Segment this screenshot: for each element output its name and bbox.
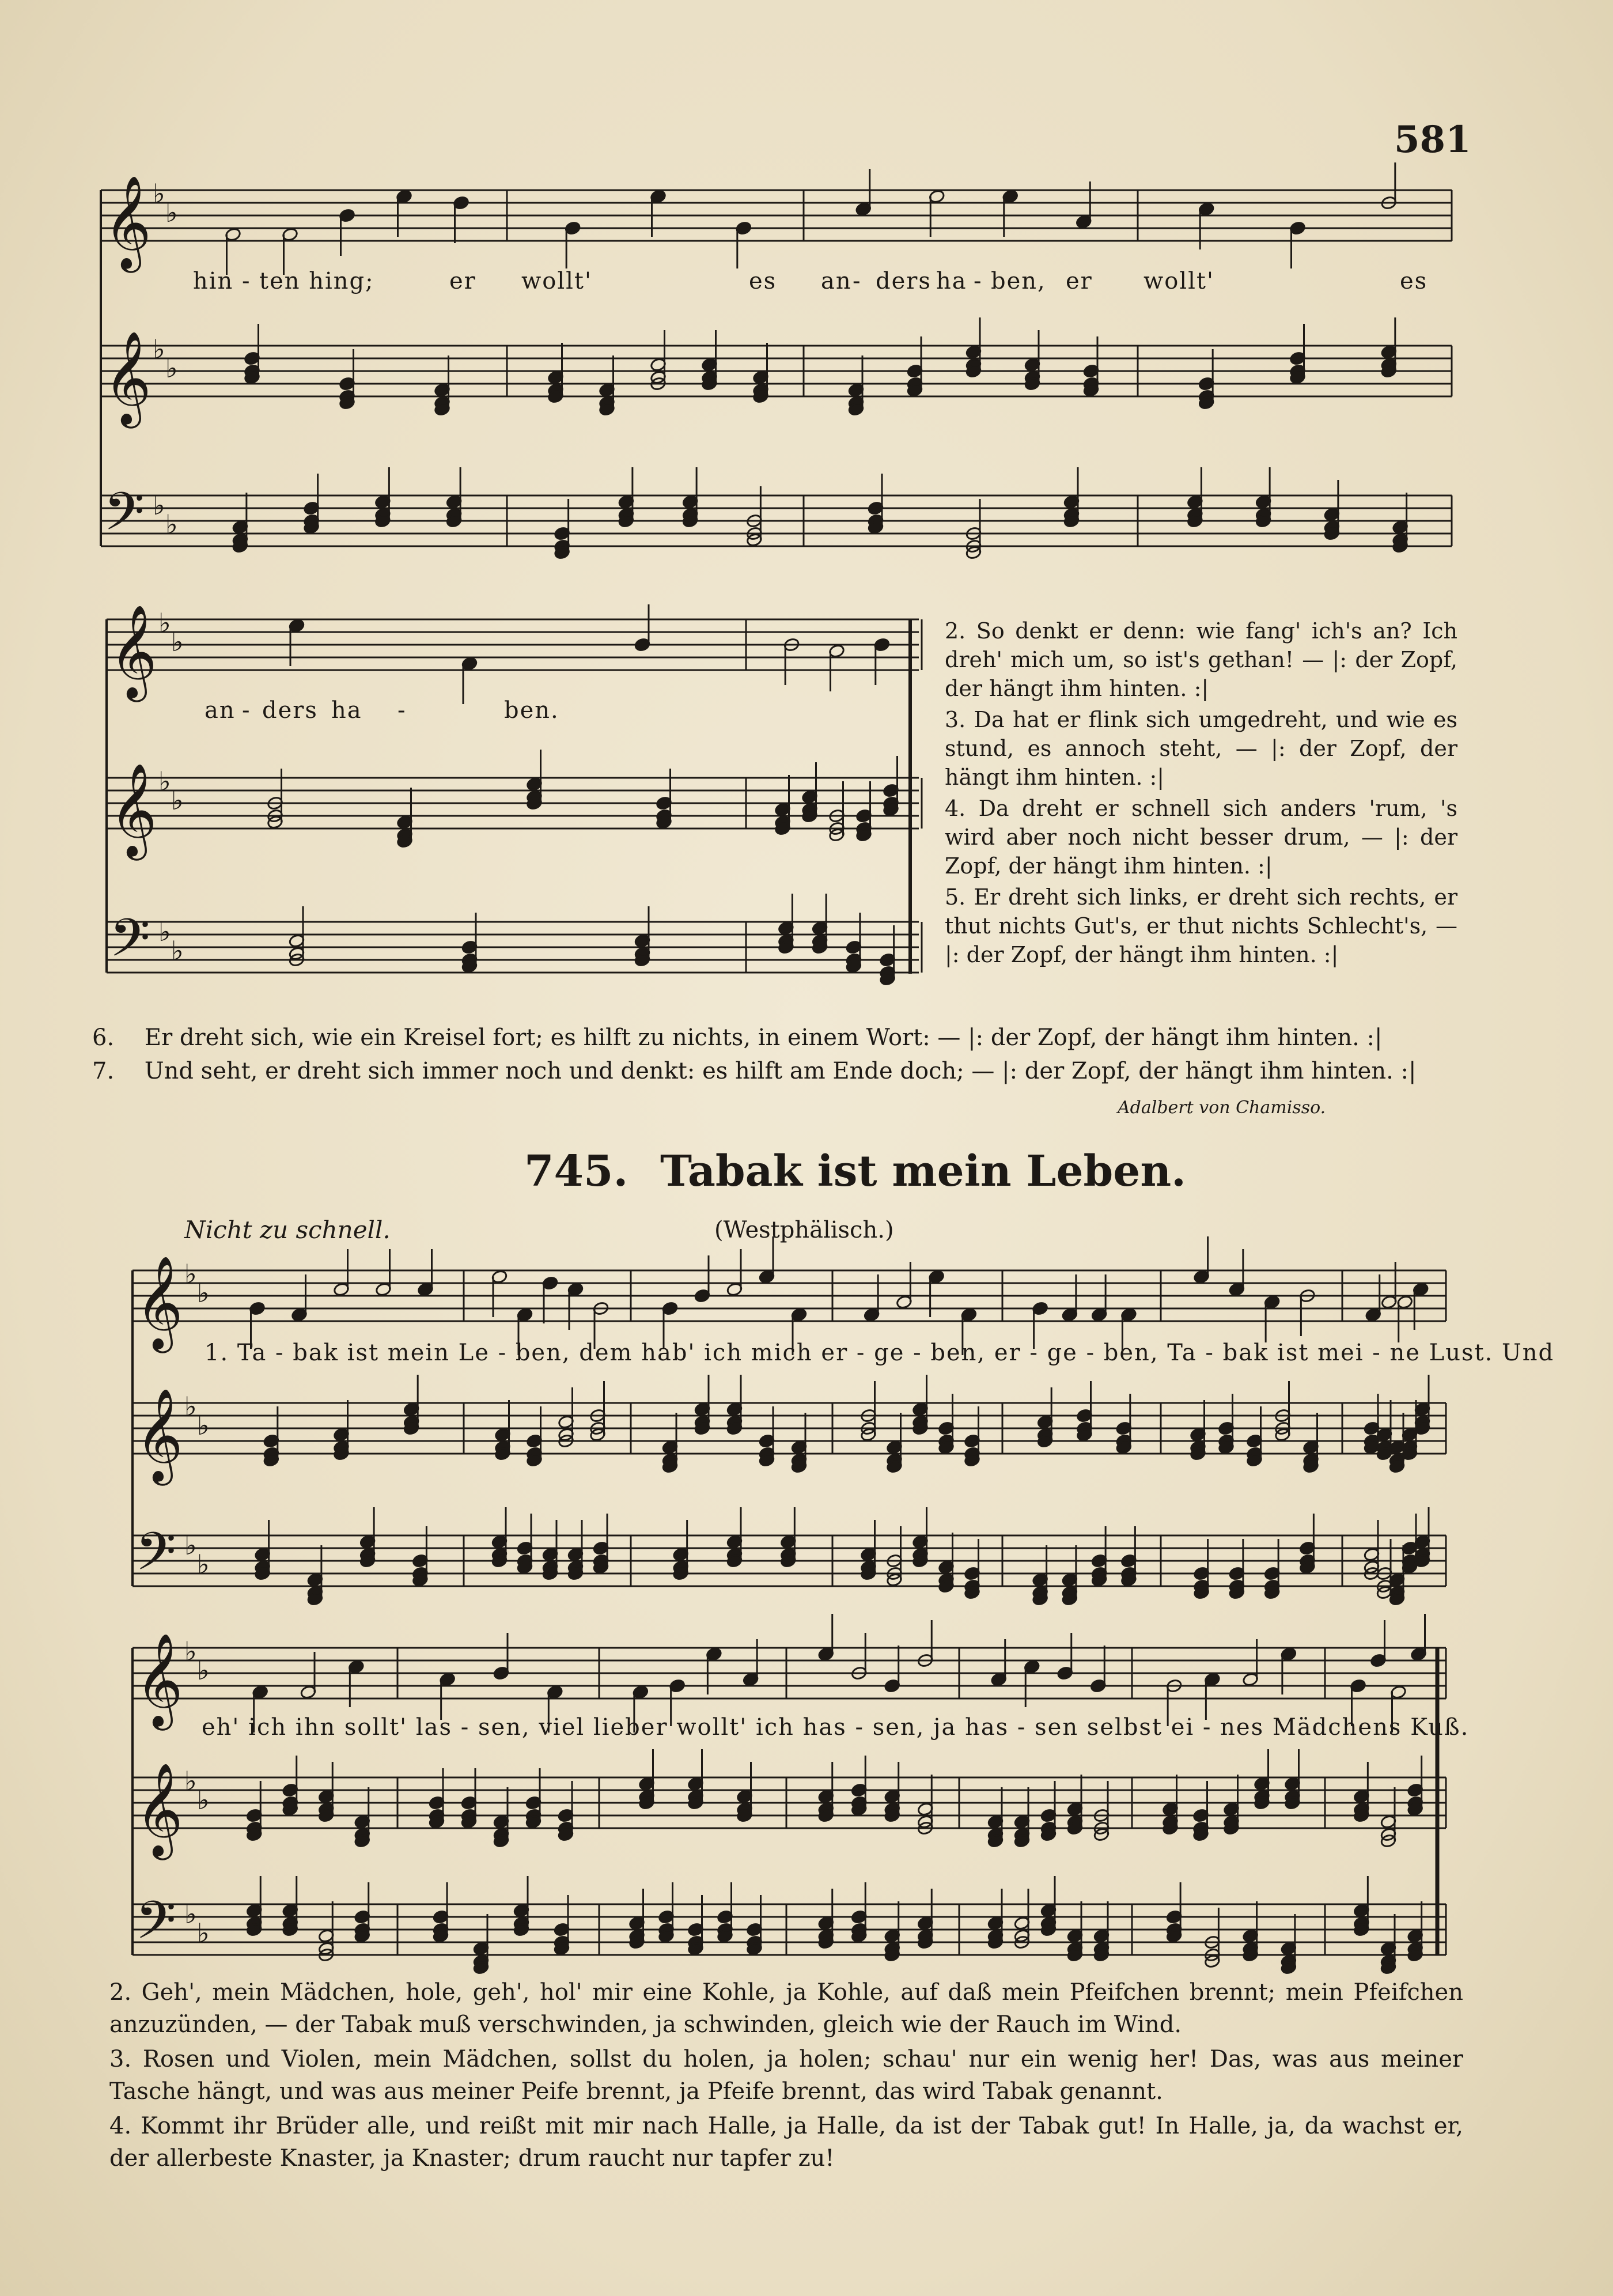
song-number: 745. — [524, 1147, 628, 1196]
lyric-syllable: hin — [193, 268, 234, 294]
lyric-syllable: - — [397, 697, 407, 724]
tempo-marking: Nicht zu schnell. — [184, 1216, 391, 1244]
lyric-syllable: es — [1400, 268, 1428, 294]
flat-sign: ♭ — [184, 1765, 197, 1796]
flat-sign: ♭ — [197, 1917, 210, 1949]
lyric-syllable: - — [853, 268, 862, 294]
lyric-syllable: ten hing; — [259, 268, 374, 294]
author: Adalbert von Chamisso. — [1118, 1098, 1326, 1118]
page-number: 581 — [1394, 118, 1471, 161]
treble-clef: 𝄞 — [104, 331, 152, 425]
treble-clef: 𝄞 — [109, 763, 157, 857]
flat-sign: ♭ — [197, 1784, 210, 1815]
treble-clef: 𝄞 — [135, 1388, 183, 1482]
lyric-syllable: ha — [331, 697, 362, 724]
lyric-syllable: es — [749, 268, 777, 294]
lyric-syllable: ders — [262, 697, 318, 724]
flat-sign: ♭ — [158, 607, 171, 638]
bass-clef: 𝄢 — [135, 1521, 176, 1595]
lyric-syllable: - — [974, 268, 983, 294]
flat-sign: ♭ — [184, 1636, 197, 1667]
verse-7-text: Und seht, er dreht sich immer noch und denkt: es hilft am Ende doch; — |: der Zopf, der hängt ihm hinten. :| — [144, 1058, 1417, 1084]
flat-sign: ♭ — [171, 935, 184, 966]
flat-sign: ♭ — [171, 785, 184, 816]
verse-7 — [92, 1058, 1417, 1084]
lyric-syllable: an — [205, 697, 236, 724]
treble-clef: 𝄞 — [135, 1762, 183, 1856]
flat-sign: ♭ — [158, 916, 171, 947]
lyric-syllable: - — [242, 697, 251, 724]
flat-sign: ♭ — [153, 490, 165, 521]
verses-side-column — [945, 616, 1457, 971]
lyric-syllable: ders — [876, 268, 932, 294]
lyric-syllable: an — [821, 268, 852, 294]
bass-clef: 𝄢 — [109, 907, 150, 981]
verse-6-number: 6. — [92, 1024, 115, 1051]
flat-sign: ♭ — [158, 766, 171, 797]
lyric-syllable: wollt' — [521, 268, 592, 294]
flat-sign: ♭ — [197, 1655, 210, 1686]
flat-sign: ♭ — [153, 178, 165, 209]
flat-sign: ♭ — [153, 334, 165, 365]
flat-sign: ♭ — [165, 509, 178, 540]
song-lyrics-line1: 1. Ta - bak ist mein Le - ben, dem hab' ich mich er - ge - ben, er - ge - ben, Ta - bak ist mei - ne Lust. Und — [205, 1340, 1555, 1366]
verse-4: 4. Da dreht er schnell sich anders 'rum, 's wird aber noch nicht besser drum, — |: der Zopf, der hängt ihm hinten. :| — [945, 796, 1457, 879]
flat-sign: ♭ — [184, 1530, 197, 1561]
song-title — [524, 1147, 1186, 1196]
lyric-syllable: ben, — [991, 268, 1046, 294]
flat-sign: ♭ — [165, 197, 178, 228]
verse-6-text: Er dreht sich, wie ein Kreisel fort; es hilft zu nichts, in einem Wort: — |: der Zopf, der hängt ihm hinten. :| — [144, 1024, 1383, 1051]
flat-sign: ♭ — [197, 1410, 210, 1441]
flat-sign: ♭ — [184, 1258, 197, 1289]
treble-clef: 𝄞 — [104, 175, 152, 269]
verse-7-number: 7. — [92, 1058, 115, 1084]
bass-clef: 𝄢 — [135, 1890, 176, 1964]
flat-sign: ♭ — [184, 1898, 197, 1930]
verses-bottom — [109, 1976, 1463, 2177]
treble-clef: 𝄞 — [135, 1633, 183, 1727]
verse-6 — [92, 1024, 1383, 1051]
flat-sign: ♭ — [197, 1277, 210, 1308]
bass-clef: 𝄢 — [104, 481, 145, 555]
flat-sign: ♭ — [171, 626, 184, 657]
song-origin: (Westphälisch.) — [714, 1217, 894, 1243]
song-lyrics-line2: eh' ich ihn sollt' las - sen, viel lieber wollt' ich has - sen, ja has - sen selbst ei - nes Mädchens Kuß. — [202, 1714, 1470, 1741]
lyric-syllable: er — [449, 268, 476, 294]
verse-3: 3. Da hat er flink sich umgedreht, und wie es stund, es annoch steht, — |: der Zopf, der hängt ihm hinten. :| — [945, 707, 1457, 790]
bottom-verse-3: 3. Rosen und Violen, mein Mädchen, sollst du holen, ja holen; schau' nur ein wenig her! Das, was aus meiner Tasche hängt, und was aus meiner Peife brennt, ja Pfeife brennt, das wird Tabak genannt. — [109, 2046, 1463, 2105]
lyric-syllable: er — [1066, 268, 1093, 294]
verse-5: 5. Er dreht sich links, er dreht sich rechts, er thut nichts Gut's, er thut nichts Schlecht's, — |: der Zopf, der hängt ihm hinten. :| — [945, 884, 1457, 967]
flat-sign: ♭ — [165, 353, 178, 384]
song-title-text: Tabak ist mein Leben. — [660, 1147, 1186, 1196]
lyric-syllable: wollt' — [1144, 268, 1214, 294]
verse-2: 2. So denkt er denn: wie fang' ich's an? Ich dreh' mich um, so ist's gethan! — |: der Zopf, der hängt ihm hinten. :| — [945, 618, 1457, 701]
lyric-syllable: - — [242, 268, 251, 294]
bottom-verse-4: 4. Kommt ihr Brüder alle, und reißt mit mir nach Halle, ja Halle, da ist der Tabak gut! In Halle, ja, da wachst er, der allerbeste Knaster, ja Knaster; drum raucht nur tapfer zu! — [109, 2113, 1463, 2172]
treble-clef: 𝄞 — [109, 604, 157, 698]
flat-sign: ♭ — [197, 1549, 210, 1580]
lyric-syllable: ben. — [504, 697, 559, 724]
bottom-verse-2: 2. Geh', mein Mädchen, hole, geh', hol' mir eine Kohle, ja Kohle, auf daß mein Pfeifchen brennt; mein Pfeifchen anzuzünden, — der Tabak muß verschwinden, ja schwinden, gleich wie der Rauch im Wind. — [109, 1979, 1463, 2038]
flat-sign: ♭ — [184, 1391, 197, 1422]
treble-clef: 𝄞 — [135, 1255, 183, 1349]
lyric-syllable: ha — [936, 268, 967, 294]
